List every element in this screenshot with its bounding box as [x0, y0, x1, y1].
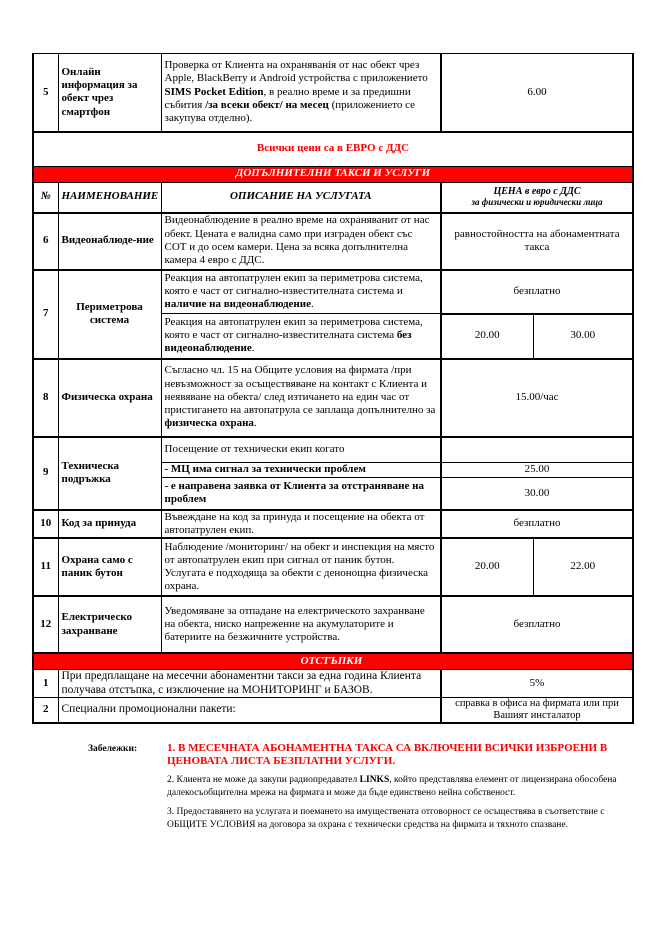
- service-price: 15.00/час: [441, 359, 633, 437]
- note-2: 2. Клиента не може да закупи радиопредавател LINKS, който представлява елемент от лицензирана обособена далекосъобщителна мрежа на фирмата и може да бъде единствено нейна собственост.: [167, 775, 617, 798]
- discount-row-1: [33, 670, 633, 698]
- service-price: 6.00: [441, 54, 633, 132]
- service-row-12: [33, 596, 633, 653]
- discount-description: Специални промоционални пакети:: [58, 698, 441, 724]
- row-number: 8: [33, 359, 58, 437]
- service-description: Реакция на автопатрулен екип за периметрова система, която е част от сигнално-известителната система без видеонаблюдение.: [161, 314, 441, 359]
- section-header-discounts: [33, 653, 633, 670]
- discount-row-2: [33, 698, 633, 724]
- section-header-extra-fees: [33, 166, 633, 182]
- service-price-empty: [441, 437, 633, 463]
- notes-label: Забележки:: [88, 744, 138, 754]
- service-price: 25.00: [441, 463, 633, 478]
- service-name: Периметрова система: [58, 270, 161, 359]
- row-number: 11: [33, 538, 58, 596]
- service-description: Проверка от Клиента на охраняванія от нас обект чрез Apple, BlackBerry и Android устройства с приложението SIMS Pocket Edition, в реално време и за предишни събития /за всеки обект/ на месец (приложението се закупува отделно).: [161, 54, 441, 132]
- note-1: 1. В МЕСЕЧНАТА АБОНАМЕНТНА ТАКСА СА ВКЛЮЧЕНИ ВСИЧКИ ИЗБРОЕНИ В ЦЕНОВАТА ЛИСТА БЕЗПЛАТНИ УСЛУГИ.: [167, 742, 608, 767]
- service-row-8: [33, 359, 633, 437]
- discount-value: справка в офиса на фирмата или при Вашият инсталатор: [441, 698, 633, 724]
- row-number: 6: [33, 213, 58, 270]
- service-description: Наблюдение /мониторинг/ на обект и инспекция на място от автопатрулен екип при сигнал от паник бутон. Услугата е подходяща за обекти с денонощна физическа охрана.: [161, 538, 441, 596]
- service-description: Уведомяване за отпадане на електрическото захранване на обекта, ниско напрежение на акумулаторите и батериите на безжичните устройства.: [161, 596, 441, 653]
- service-row-10: [33, 510, 633, 539]
- row-number: 2: [33, 698, 58, 724]
- column-header-row: [33, 182, 633, 213]
- row-number: 5: [33, 54, 58, 132]
- service-price: равностойността на абонаментната такса: [441, 213, 633, 270]
- currency-title-row: [33, 132, 633, 167]
- service-row-5: [33, 54, 633, 132]
- service-name: Електрическо захранване: [58, 596, 161, 653]
- discount-value: 5%: [441, 670, 633, 698]
- service-row-6: [33, 213, 633, 270]
- service-name: Физическа охрана: [58, 359, 161, 437]
- service-name: Код за принуда: [58, 510, 161, 539]
- section-title: ДОПЪЛНИТЕЛНИ ТАКСИ И УСЛУГИ: [33, 166, 633, 182]
- service-price: безплатно: [441, 510, 633, 539]
- col-header-number: №: [33, 182, 58, 213]
- notes-section: [88, 742, 618, 832]
- row-number: 1: [33, 670, 58, 698]
- price-list-table: [32, 53, 634, 724]
- service-name: Охрана само с паник бутон: [58, 538, 161, 596]
- service-row-7a: [33, 270, 633, 314]
- service-name: Онлайн информация за обект чрез смартфон: [58, 54, 161, 132]
- col-header-price: ЦЕНА в евро с ДДС за физически и юридически лица: [441, 182, 633, 213]
- service-description: Посещение от технически екип когато: [161, 437, 441, 463]
- service-price: безплатно: [441, 270, 633, 314]
- service-description: - МЦ има сигнал за технически проблем: [161, 463, 441, 478]
- row-number: 12: [33, 596, 58, 653]
- service-name: Видеонаблюде-ние: [58, 213, 161, 270]
- service-row-11: [33, 538, 633, 596]
- service-price: безплатно: [441, 596, 633, 653]
- service-description: Реакция на автопатрулен екип за периметрова система, която е част от сигнално-известителната система и наличие на видеонаблюдение.: [161, 270, 441, 314]
- col-header-description: ОПИСАНИЕ НА УСЛУГАТА: [161, 182, 441, 213]
- row-number: 10: [33, 510, 58, 539]
- discount-description: При предплащане на месечни абонаментни такси за една година Клиента получава отстъпка, с изключение на МОНИТОРИНГ и БАЗОВ.: [58, 670, 441, 698]
- service-description: Съгласно чл. 15 на Общите условия на фирмата /при невъзможност за осъществяване на контакт с Клиента и неявяване на обекта/ след изтичането на един час от пристигането на автопатрула се заплаща допълнително за физическа охрана.: [161, 359, 441, 437]
- service-name: Техническа подръжка: [58, 437, 161, 510]
- col-header-name: НАИМЕНОВАНИЕ: [58, 182, 161, 213]
- note-3: 3. Предоставянето на услугата и поемането на имуществената отговорност се осъществява в съответствие с ОБЩИТЕ УСЛОВИЯ на договора за охрана с технически средства на фирмата и тяхното спазване.: [167, 807, 605, 830]
- service-description: - е направена заявка от Клиента за отстраняване на проблем: [161, 478, 441, 510]
- row-number: 9: [33, 437, 58, 510]
- service-price-company: 30.00: [533, 314, 633, 359]
- service-description: Видеонаблюдение в реално време на охраняванит от нас обект. Цената е валидна само при изграден обект със СОТ и до осем камери. Цена за всяка допълнителна камера 4 евро с ДДС.: [161, 213, 441, 270]
- service-price-company: 22.00: [533, 538, 633, 596]
- service-price-individual: 20.00: [441, 314, 533, 359]
- row-number: 7: [33, 270, 58, 359]
- section-title: ОТСТЪПКИ: [33, 653, 633, 670]
- service-price-individual: 20.00: [441, 538, 533, 596]
- service-description: Въвеждане на код за принуда и посещение на обекта от автопатрулен екип.: [161, 510, 441, 539]
- service-row-9-intro: [33, 437, 633, 463]
- page-title: Всички цени са в ЕВРО с ДДС: [33, 132, 633, 167]
- service-price: 30.00: [441, 478, 633, 510]
